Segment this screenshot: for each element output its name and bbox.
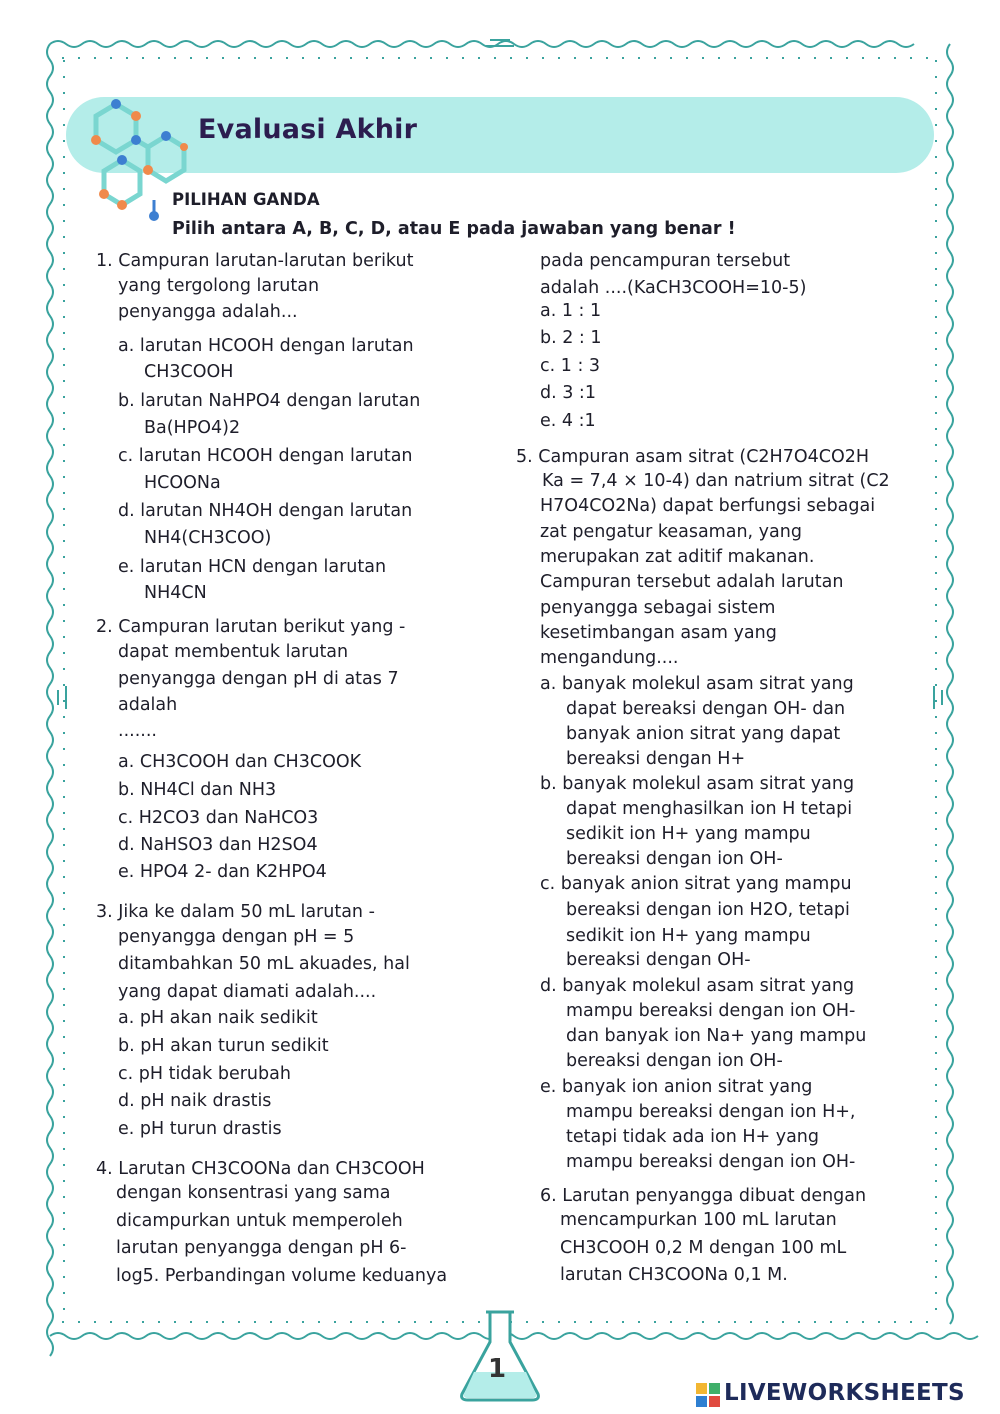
q2-option-b[interactable]: b. NH4Cl dan NH3 <box>118 780 277 800</box>
q4-text: log5. Perbandingan volume keduanya <box>116 1266 448 1286</box>
q5-option-b[interactable]: b. banyak molekul asam sitrat yang <box>540 774 855 794</box>
q5-text: H7O4CO2Na) dapat berfungsi sebagai <box>540 496 876 516</box>
q3-option-e[interactable]: e. pH turun drastis <box>118 1119 282 1139</box>
q5-option-e: mampu bereaksi dengan ion OH- <box>566 1152 856 1172</box>
q2-option-d[interactable]: d. NaHSO3 dan H2SO4 <box>118 835 318 855</box>
q2-option-a[interactable]: a. CH3COOH dan CH3COOK <box>118 752 362 772</box>
q5-option-d: bereaksi dengan ion OH- <box>566 1051 783 1071</box>
q5-option-e: mampu bereaksi dengan ion H+, <box>566 1102 856 1122</box>
q1-option-c[interactable]: c. larutan HCOOH dengan larutan <box>118 446 413 466</box>
q2-text: 2. Campuran larutan berikut yang - <box>96 617 406 637</box>
q5-option-b: dapat menghasilkan ion H tetapi <box>566 799 853 819</box>
q5-option-c: bereaksi dengan ion H2O, tetapi <box>566 900 850 920</box>
border-top <box>50 41 914 47</box>
liveworksheets-brand[interactable]: LIVEWORKSHEETS <box>724 1380 965 1406</box>
q1-option-a[interactable]: a. larutan HCOOH dengan larutan <box>118 336 414 356</box>
q5-option-a: bereaksi dengan H+ <box>566 749 746 769</box>
q2-option-c[interactable]: c. H2CO3 dan NaHCO3 <box>118 808 319 828</box>
q5-option-d: dan banyak ion Na+ yang mampu <box>566 1026 867 1046</box>
q4-option-e[interactable]: e. 4 :1 <box>540 411 596 431</box>
q1-text: yang tergolong larutan <box>118 276 320 296</box>
q5-option-b: bereaksi dengan ion OH- <box>566 849 783 869</box>
q2-text: penyangga dengan pH di atas 7 <box>118 669 399 689</box>
q4-text: dengan konsentrasi yang sama <box>116 1183 391 1203</box>
q4-text: larutan penyangga dengan pH 6- <box>116 1238 407 1258</box>
q1-text: penyangga adalah... <box>118 302 298 322</box>
q5-text: 5. Campuran asam sitrat (C2H7O4CO2H <box>516 447 870 467</box>
q6-text: mencampurkan 100 mL larutan <box>560 1210 837 1230</box>
q3-text: 3. Jika ke dalam 50 mL larutan - <box>96 902 375 922</box>
q1-option-a: CH3COOH <box>144 362 234 382</box>
q3-text: penyangga dengan pH = 5 <box>118 927 355 947</box>
q2-text: ....... <box>118 721 157 741</box>
q1-option-c: HCOONa <box>144 473 221 493</box>
q4-option-c[interactable]: c. 1 : 3 <box>540 356 601 376</box>
q1-option-d: NH4(CH3COO) <box>144 528 272 548</box>
q2-text: dapat membentuk larutan <box>118 642 349 662</box>
q4-text: 4. Larutan CH3COONa dan CH3COOH <box>96 1159 425 1179</box>
q3-option-a[interactable]: a. pH akan naik sedikit <box>118 1008 318 1028</box>
q3-option-d[interactable]: d. pH naik drastis <box>118 1091 272 1111</box>
q5-text: kesetimbangan asam yang <box>540 623 777 643</box>
q5-text: merupakan zat aditif makanan. <box>540 547 815 567</box>
q4-option-d[interactable]: d. 3 :1 <box>540 383 596 403</box>
q3-option-b[interactable]: b. pH akan turun sedikit <box>118 1036 329 1056</box>
q3-text: ditambahkan 50 mL akuades, hal <box>118 954 410 974</box>
q4-option-b[interactable]: b. 2 : 1 <box>540 328 602 348</box>
q1-text: 1. Campuran larutan-larutan berikut <box>96 251 414 271</box>
q1-option-b: Ba(HPO4)2 <box>144 418 241 438</box>
q5-option-a: banyak anion sitrat yang dapat <box>566 724 841 744</box>
q5-option-e: tetapi tidak ada ion H+ yang <box>566 1127 820 1147</box>
q5-option-d: mampu bereaksi dengan ion OH- <box>566 1001 856 1021</box>
q6-text: 6. Larutan penyangga dibuat dengan <box>540 1186 867 1206</box>
q5-option-c[interactable]: c. banyak anion sitrat yang mampu <box>540 874 852 894</box>
section-title: PILIHAN GANDA <box>172 190 320 209</box>
q4-text: pada pencampuran tersebut <box>540 251 791 271</box>
border-left <box>47 44 53 1356</box>
q3-text: yang dapat diamati adalah.... <box>118 982 377 1002</box>
q5-option-a: dapat bereaksi dengan OH- dan <box>566 699 846 719</box>
q5-text: Campuran tersebut adalah larutan <box>540 572 844 592</box>
q5-option-a[interactable]: a. banyak molekul asam sitrat yang <box>540 674 854 694</box>
q1-option-e[interactable]: e. larutan HCN dengan larutan <box>118 557 387 577</box>
q5-text: mengandung.... <box>540 648 679 668</box>
instruction: Pilih antara A, B, C, D, atau E pada jawaban yang benar ! <box>172 219 736 239</box>
q5-option-c: sedikit ion H+ yang mampu <box>566 926 811 946</box>
q5-text: Ka = 7,4 × 10-4) dan natrium sitrat (C2 <box>542 471 890 491</box>
q1-option-b[interactable]: b. larutan NaHPO4 dengan larutan <box>118 391 421 411</box>
q4-option-a[interactable]: a. 1 : 1 <box>540 301 602 321</box>
q5-option-d[interactable]: d. banyak molekul asam sitrat yang <box>540 976 855 996</box>
q5-option-c: bereaksi dengan OH- <box>566 950 751 970</box>
q2-option-e[interactable]: e. HPO4 2- dan K2HPO4 <box>118 862 327 882</box>
q1-option-e: NH4CN <box>144 583 207 603</box>
page-title: Evaluasi Akhir <box>198 114 418 145</box>
q1-option-d[interactable]: d. larutan NH4OH dengan larutan <box>118 501 413 521</box>
q5-text: penyangga sebagai sistem <box>540 598 776 618</box>
q6-text: CH3COOH 0,2 M dengan 100 mL <box>560 1238 847 1258</box>
liveworksheets-logo-icon <box>696 1383 720 1407</box>
q6-text: larutan CH3COONa 0,1 M. <box>560 1265 788 1285</box>
q3-option-c[interactable]: c. pH tidak berubah <box>118 1064 291 1084</box>
border-right <box>947 44 953 1324</box>
q5-option-e[interactable]: e. banyak ion anion sitrat yang <box>540 1077 813 1097</box>
q4-text: dicampurkan untuk memperoleh <box>116 1211 403 1231</box>
q5-text: zat pengatur keasaman, yang <box>540 522 802 542</box>
q5-option-b: sedikit ion H+ yang mampu <box>566 824 811 844</box>
q4-text: adalah ....(KaCH3COOH=10-5) <box>540 278 807 298</box>
q2-text: adalah <box>118 695 178 715</box>
page-number: 1 <box>488 1354 507 1384</box>
title-banner <box>66 97 934 173</box>
